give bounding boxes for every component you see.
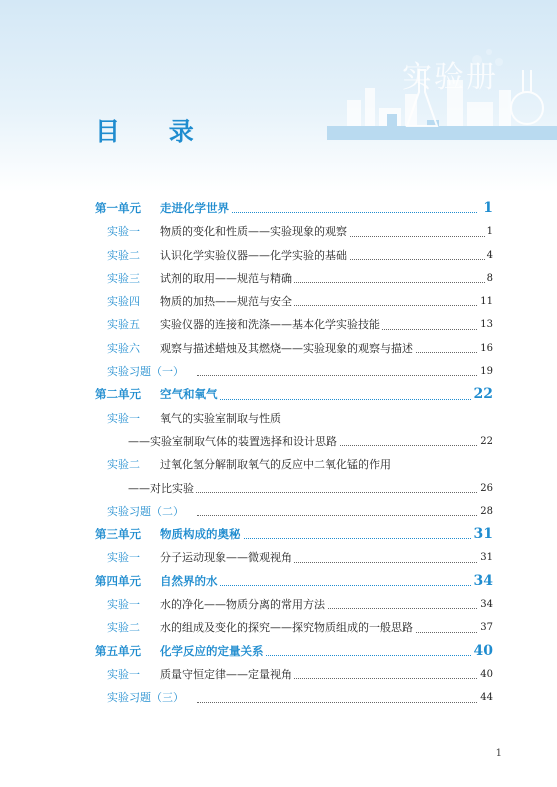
page-title: 目 录 [95, 117, 214, 146]
toc-row[interactable] [0, 640, 557, 663]
page-ref: 22 [472, 383, 493, 406]
entry-title: 物质的变化和性质——实验现象的观察 [160, 220, 349, 243]
page-ref: 28 [478, 500, 493, 523]
entry-title: 水的净化——物质分离的常用方法 [160, 593, 327, 616]
entry-title: 实验仪器的连接和洗涤——基本化学实验技能 [160, 313, 382, 336]
exercise-label: 实验习题（三） [107, 691, 184, 705]
toc-row[interactable] [0, 477, 557, 500]
page-ref: 31 [472, 523, 493, 546]
page-ref: 34 [478, 593, 493, 616]
unit-title: 物质构成的奥秘 [160, 523, 243, 546]
toc-row[interactable] [0, 430, 557, 453]
unit-label: 第二单元 [95, 387, 141, 402]
page-ref: 4 [485, 244, 493, 267]
unit-title: 走进化学世界 [160, 197, 231, 220]
experiment-label: 实验二 [107, 458, 140, 472]
toc-row[interactable] [0, 523, 557, 546]
table-of-contents [0, 197, 557, 710]
page-ref: 31 [478, 546, 493, 569]
page-ref: 1 [481, 197, 493, 220]
unit-label: 第五单元 [95, 643, 141, 658]
toc-row[interactable] [0, 686, 557, 709]
entry-title: 试剂的取用——规范与精确 [160, 267, 294, 290]
entry-title: 分子运动现象——微观视角 [160, 546, 294, 569]
toc-row[interactable] [0, 290, 557, 313]
experiment-label: 实验二 [107, 248, 140, 262]
toc-row[interactable] [0, 360, 557, 383]
experiment-label: 实验四 [107, 295, 140, 309]
toc-row[interactable] [0, 267, 557, 290]
entry-title: ——对比实验 [128, 477, 196, 500]
experiment-label: 实验一 [107, 598, 140, 612]
page-ref: 40 [478, 663, 493, 686]
entry-title: 观察与描述蜡烛及其燃烧——实验现象的观察与描述 [160, 337, 415, 360]
toc-row[interactable] [0, 244, 557, 267]
toc-row[interactable] [0, 313, 557, 336]
unit-title: 自然界的水 [160, 570, 220, 593]
experiment-label: 实验二 [107, 621, 140, 635]
entry-title: 过氧化氢分解制取氧气的反应中二氧化锰的作用 [160, 453, 393, 476]
page-ref: 19 [478, 360, 493, 383]
dot-leader [197, 515, 485, 516]
toc-row[interactable] [0, 570, 557, 593]
toc-row[interactable] [0, 663, 557, 686]
toc-row[interactable] [0, 197, 557, 220]
page-ref: 11 [478, 290, 493, 313]
toc-row[interactable] [0, 593, 557, 616]
entry-title: 氧气的实验室制取与性质 [160, 407, 283, 430]
exercise-label: 实验习题（一） [107, 365, 184, 379]
unit-label: 第三单元 [95, 527, 141, 542]
page-ref: 22 [478, 430, 493, 453]
page-ref: 1 [485, 220, 493, 243]
experiment-label: 实验一 [107, 225, 140, 239]
page-ref: 34 [472, 570, 493, 593]
header-watermark: 实验册 [402, 60, 498, 95]
toc-row[interactable] [0, 500, 557, 523]
page-ref: 26 [478, 477, 493, 500]
page-ref: 44 [478, 686, 493, 709]
page-number: 1 [495, 748, 502, 759]
page-ref: 40 [472, 640, 493, 663]
toc-row[interactable] [0, 546, 557, 569]
page-ref: 16 [478, 337, 493, 360]
unit-label: 第一单元 [95, 201, 141, 215]
toc-row[interactable] [0, 383, 557, 406]
toc-row[interactable] [0, 453, 557, 476]
unit-title: 空气和氧气 [160, 383, 220, 406]
entry-title: 水的组成及变化的探究——探究物质组成的一般思路 [160, 616, 415, 639]
toc-row[interactable] [0, 407, 557, 430]
page-ref: 8 [485, 267, 493, 290]
unit-title: 化学反应的定量关系 [160, 640, 266, 663]
toc-row[interactable] [0, 220, 557, 243]
experiment-label: 实验六 [107, 341, 140, 355]
page-ref: 37 [478, 616, 493, 639]
exercise-label: 实验习题（二） [107, 504, 184, 518]
experiment-label: 实验一 [107, 411, 140, 425]
entry-title: 物质的加热——规范与安全 [160, 290, 294, 313]
experiment-label: 实验三 [107, 271, 140, 285]
toc-row[interactable] [0, 616, 557, 639]
page-ref: 13 [478, 313, 493, 336]
toc-row[interactable] [0, 337, 557, 360]
entry-title: ——实验室制取气体的装置选择和设计思路 [128, 430, 339, 453]
entry-title: 认识化学实验仪器——化学实验的基础 [160, 244, 349, 267]
experiment-label: 实验一 [107, 667, 140, 681]
dot-leader [197, 375, 485, 376]
entry-title: 质量守恒定律——定量视角 [160, 663, 294, 686]
experiment-label: 实验一 [107, 551, 140, 565]
experiment-label: 实验五 [107, 318, 140, 332]
unit-label: 第四单元 [95, 573, 141, 588]
dot-leader [197, 702, 485, 703]
